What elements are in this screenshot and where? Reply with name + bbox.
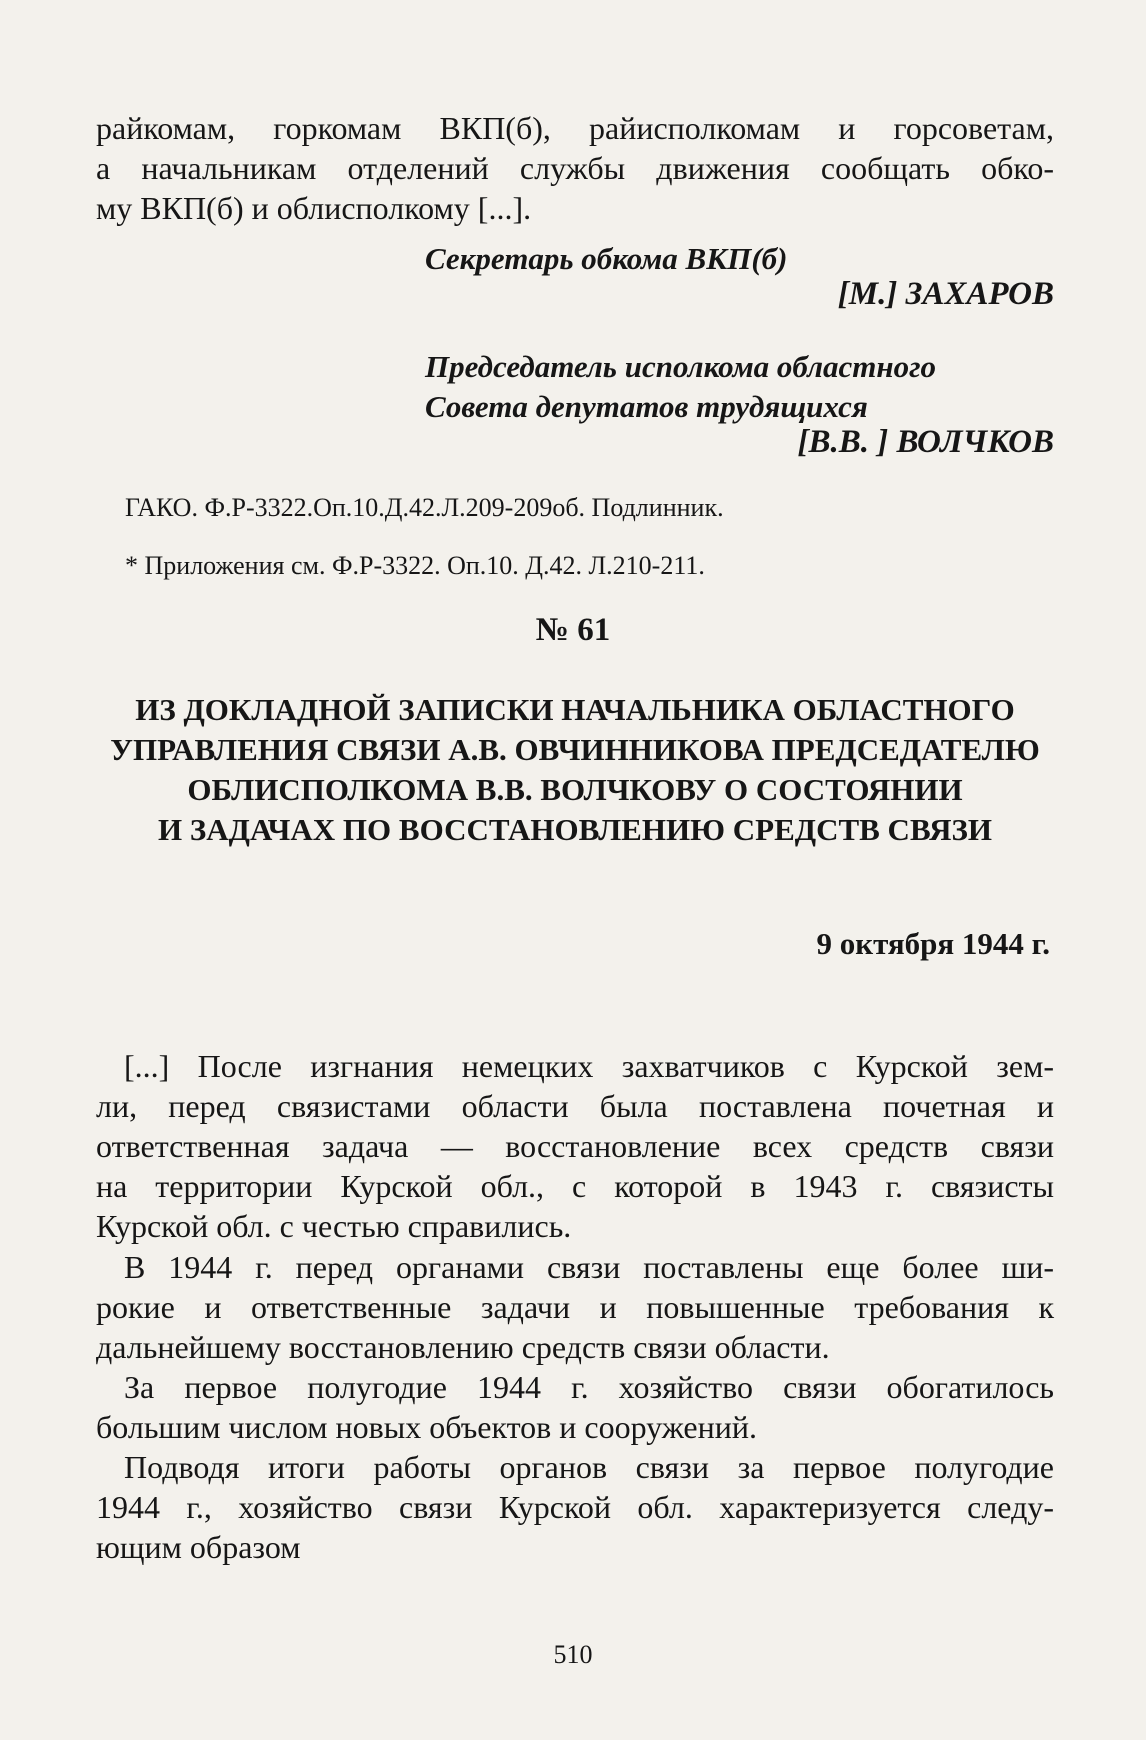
secretary-role: Секретарь обкома ВКП(б) <box>425 241 788 276</box>
paragraph-line: ющим образом <box>96 1529 301 1565</box>
chairman-name: [В.В. ] ВОЛЧКОВ <box>797 424 1054 460</box>
intro-line: му ВКП(б) и облисполкому [...]. <box>96 190 532 226</box>
paragraph-line: 1944 г., хозяйство связи Курской обл. характеризуется следу- <box>96 1489 1054 1525</box>
paragraph-line: на территории Курской обл., с которой в 1943 г. связисты <box>96 1168 1054 1204</box>
document-date: 9 октября 1944 г. <box>816 926 1050 961</box>
paragraph-line: Курской обл. с честью справились. <box>96 1208 572 1244</box>
body-paragraph <box>96 1247 1054 1367</box>
footnote: * Приложения см. Ф.Р-3322. Оп.10. Д.42. Л.210-211. <box>125 551 705 580</box>
document-number: № 61 <box>535 612 611 648</box>
paragraph-line: рокие и ответственные задачи и повышенные требования к <box>96 1289 1054 1325</box>
heading-line: И ЗАДАЧАХ ПО ВОССТАНОВЛЕНИЮ СРЕДСТВ СВЯЗИ <box>158 812 992 847</box>
body-paragraph <box>96 1367 1054 1447</box>
chairman-role-line1: Председатель исполкома областного <box>425 349 937 384</box>
paragraph-line: [...] После изгнания немецких захватчиков с Курской зем- <box>124 1048 1054 1084</box>
paragraph-line: большим числом новых объектов и сооружений. <box>96 1409 757 1445</box>
archive-reference: ГАКО. Ф.Р-3322.Оп.10.Д.42.Л.209-209об. Подлинник. <box>125 493 724 522</box>
paragraph-line: Подводя итоги работы органов связи за первое полугодие <box>124 1449 1054 1485</box>
intro-text <box>96 108 1054 228</box>
chairman-role-line2: Совета депутатов трудящихся <box>425 389 868 424</box>
paragraph-line: В 1944 г. перед органами связи поставлены еще более ши- <box>124 1249 1054 1285</box>
body-paragraph <box>96 1046 1054 1246</box>
secretary-name: [М.] ЗАХАРОВ <box>837 276 1054 312</box>
heading-line: ОБЛИСПОЛКОМА В.В. ВОЛЧКОВУ О СОСТОЯНИИ <box>187 772 963 807</box>
intro-line: райкомам, горкомам ВКП(б), райисполкомам и горсоветам, <box>96 110 1054 146</box>
paragraph-line: ли, перед связистами области была поставлена почетная и <box>96 1088 1054 1124</box>
heading-line: ИЗ ДОКЛАДНОЙ ЗАПИСКИ НАЧАЛЬНИКА ОБЛАСТНОГО <box>135 692 1015 727</box>
paragraph-line: За первое полугодие 1944 г. хозяйство связи обогатилось <box>124 1369 1054 1405</box>
page-number: 510 <box>553 1640 593 1669</box>
document-heading <box>96 690 1054 850</box>
paragraph-line: ответственная задача — восстановление всех средств связи <box>96 1128 1054 1164</box>
intro-line: а начальникам отделений службы движения сообщать обко- <box>96 150 1054 186</box>
body-paragraph <box>96 1447 1054 1567</box>
paragraph-line: дальнейшему восстановлению средств связи области. <box>96 1329 830 1365</box>
heading-line: УПРАВЛЕНИЯ СВЯЗИ А.В. ОВЧИННИКОВА ПРЕДСЕДАТЕЛЮ <box>110 732 1040 767</box>
